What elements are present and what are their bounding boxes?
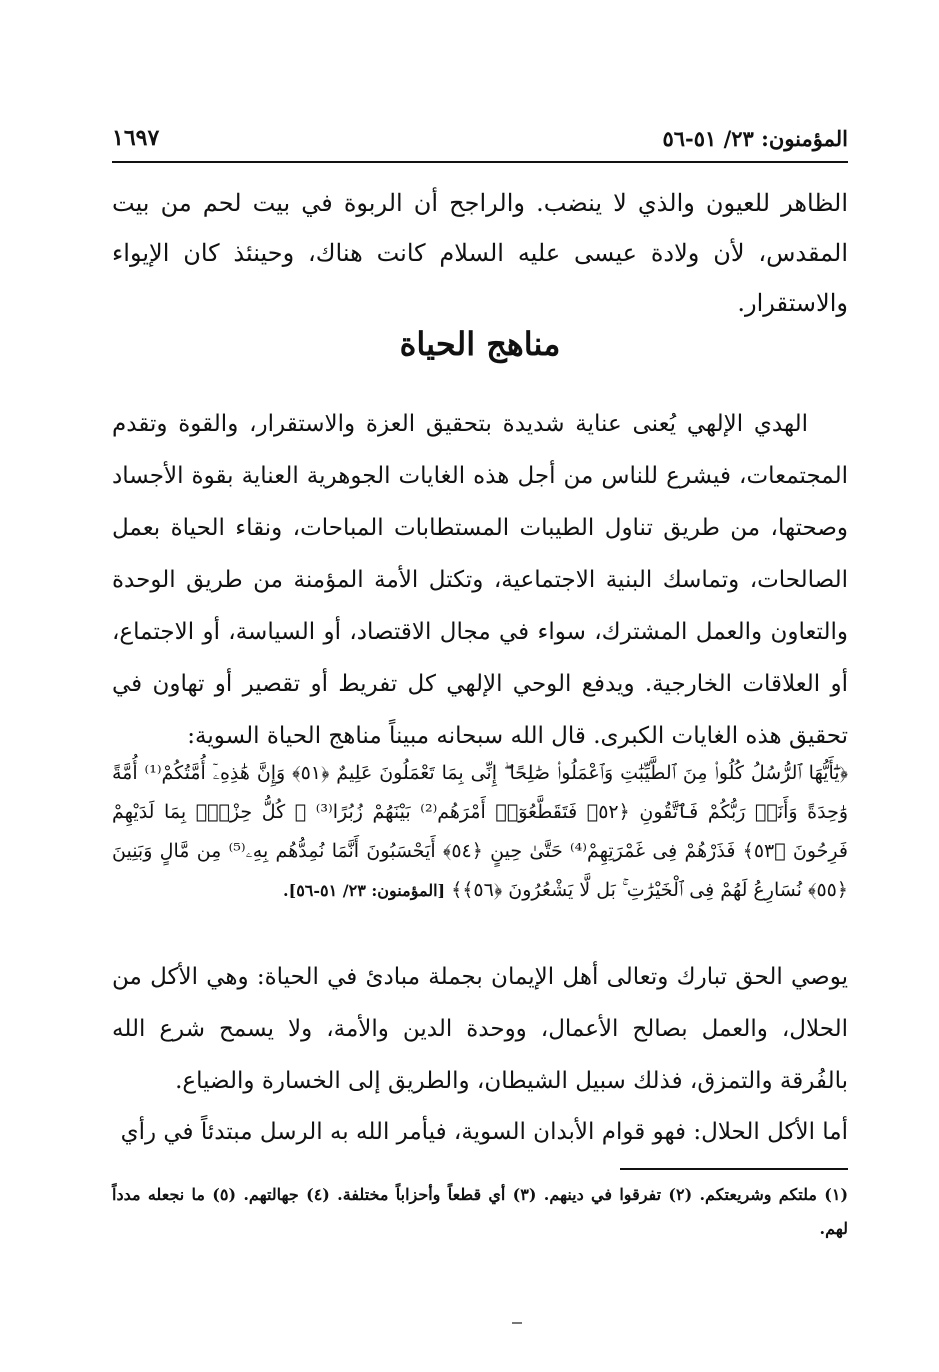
intro-paragraph: الظاهر للعيون والذي لا ينضب. والراجح أن الربوة في بيت لحم من بيت المقدس، لأن ولادة عيسى عليه السلام كانت هناك، وحينئذ كان الإيواء والاستقرار. xyxy=(112,189,849,317)
header-divider xyxy=(112,161,848,163)
surah-reference: المؤمنون: ٢٣/ ٥١-٥٦ xyxy=(662,125,848,151)
quran-verses-block xyxy=(112,754,848,910)
paragraph-3: أما الأكل الحلال: فهو قوام الأبدان السوية، فيأمر الله به الرسل مبتدئاً في رأي xyxy=(120,1119,848,1145)
page-header xyxy=(112,120,848,156)
paragraph-2: يوصي الحق تبارك وتعالى أهل الإيمان بجملة مبادئ في الحياة: وهي الأكل من الحلال، والعمل بصالح الأعمال، ووحدة الدين والأمة، ولا يسمح شرع الله بالفُرقة والتمزق، فذلك سبيل الشيطان، والطريق إلى الخسارة والضياع. xyxy=(112,964,848,1094)
quran-verses: ﴿يَٰٓأَيُّهَا ٱلرُّسُلُ كُلُوا۟ مِنَ ٱلطَّيِّبَٰتِ وَٱعْمَلُوا۟ صَٰلِحًا ۖ إِنِّى بِمَا تَعْمَلُونَ عَلِيمٌ ﴿٥١﴾ وَإِنَّ هَٰذِهِۦٓ أُمَّتُكُمْ⁽¹⁾ أُمَّةً وَٰحِدَةً وَأَنَا۠ رَبُّكُمْ فَٱتَّقُونِ ﴿٥٢﴾ فَتَقَطَّعُوٓا۟ أَمْرَهُم⁽²⁾ بَيْنَهُمْ زُبُرًا⁽³⁾ ۖ كُلُّ حِزْبٍۭ بِمَا لَدَيْهِمْ فَرِحُونَ ﴿٥٣﴾ فَذَرْهُمْ فِى غَمْرَتِهِمْ⁽⁴⁾ حَتَّىٰ حِينٍ ﴿٥٤﴾ أَيَحْسَبُونَ أَنَّمَا نُمِدُّهُم بِهِۦ⁽⁵⁾ مِن مَّالٍ وَبَنِينَ ﴿٥٥﴾ نُسَارِعُ لَهُمْ فِى ٱلْخَيْرَٰتِ ۚ بَل لَّا يَشْعُرُونَ ﴿٥٦﴾﴾ xyxy=(112,762,849,901)
footnotes: (١) ملتكم وشريعتكم. (٢) تفرقوا في دينهم. (٣) أي قطعاً وأحزاباً مختلفة. (٤) جهالتهم. (٥) ما نجعله مدداً لهم. xyxy=(112,1185,849,1238)
section-title: مناهج الحياة xyxy=(399,325,561,363)
quran-verse-reference: [المؤمنون: ٢٣/ ٥١-٥٦]. xyxy=(283,881,446,900)
footnote-divider xyxy=(620,1168,848,1170)
paragraph-1-text: الهدي الإلهي يُعنى عناية شديدة بتحقيق العزة والاستقرار، والقوة وتقدم المجتمعات، فيشرع للناس من أجل هذه الغايات الجوهرية العناية بقوة الأجساد وصحتها، من طريق تناول الطيبات المستطابات المباحات، ونقاء الحياة بعمل الصالحات، وتماسك البنية الاجتماعية، وتكتل الأمة المؤمنة من طريق الوحدة والتعاون والعمل المشترك، سواء في مجال الاقتصاد، أو السياسة، أو الاجتماع، أو العلاقات الخارجية. ويدفع الوحي الإلهي كل تفريط أو تقصير أو تهاون في تحقيق هذه الغايات الكبرى. قال الله سبحانه مبيناً مناهج الحياة السوية: xyxy=(112,411,848,749)
page-bottom-mark xyxy=(512,1322,522,1324)
page-number: ١٦٩٧ xyxy=(112,125,160,151)
paragraph-1 xyxy=(112,398,848,762)
